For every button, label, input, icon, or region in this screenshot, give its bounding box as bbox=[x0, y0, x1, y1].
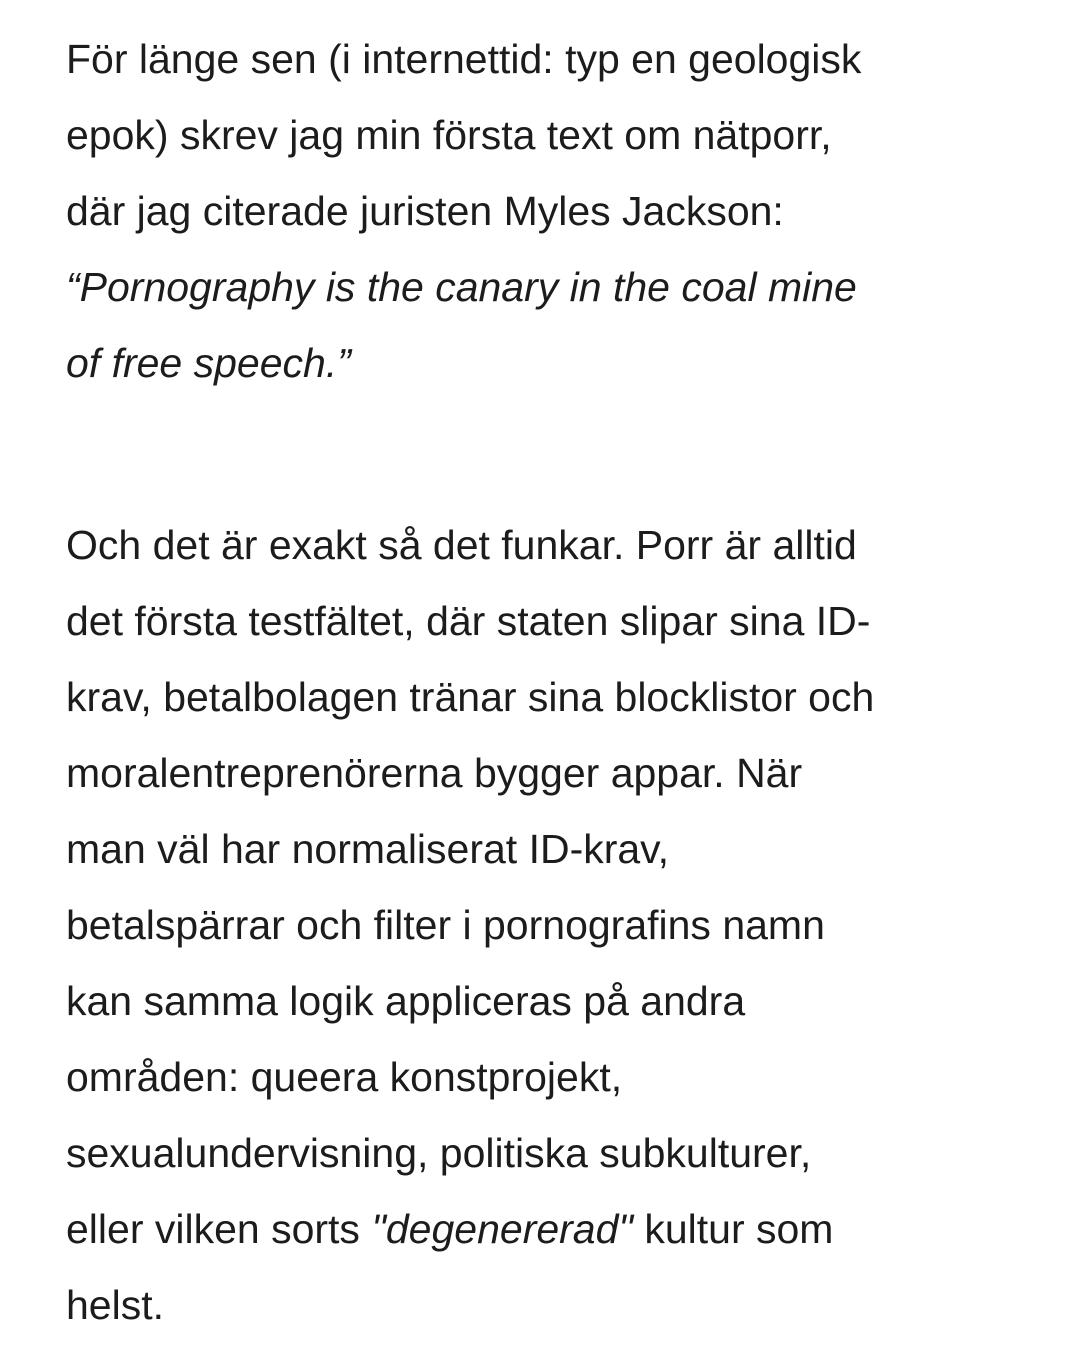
text-segment: eller vilken sorts bbox=[66, 1206, 372, 1252]
text-line: det första testfältet, där staten slipar sina ID- bbox=[66, 598, 871, 644]
text-line: moralentreprenörerna bygger appar. När bbox=[66, 750, 803, 796]
paragraph-intro bbox=[66, 21, 1026, 401]
text-line: sexualundervisning, politiska subkulturer, bbox=[66, 1130, 812, 1176]
text-segment: kultur som bbox=[632, 1206, 834, 1252]
text-line: betalspärrar och filter i pornografins namn bbox=[66, 902, 825, 948]
text-line: För länge sen (i internettid: typ en geologisk bbox=[66, 36, 862, 82]
text-line: områden: queera konstprojekt, bbox=[66, 1054, 623, 1100]
text-line-mixed bbox=[66, 1191, 1026, 1267]
article-body bbox=[66, 21, 1026, 1343]
paragraph-main bbox=[66, 507, 1026, 1343]
emphasis-degenererad: "degenererad" bbox=[371, 1206, 633, 1252]
quote-line: “Pornography is the canary in the coal mine bbox=[66, 264, 857, 310]
text-line: helst. bbox=[66, 1282, 164, 1328]
text-line: Och det är exakt så det funkar. Porr är alltid bbox=[66, 522, 857, 568]
paragraph-spacer bbox=[66, 401, 1026, 507]
text-line: krav, betalbolagen tränar sina blocklistor och bbox=[66, 674, 875, 720]
quote-line: of free speech.” bbox=[66, 340, 351, 386]
text-line: där jag citerade juristen Myles Jackson: bbox=[66, 188, 784, 234]
text-line: man väl har normaliserat ID-krav, bbox=[66, 826, 670, 872]
text-line: kan samma logik appliceras på andra bbox=[66, 978, 746, 1024]
text-line: epok) skrev jag min första text om nätporr, bbox=[66, 112, 832, 158]
